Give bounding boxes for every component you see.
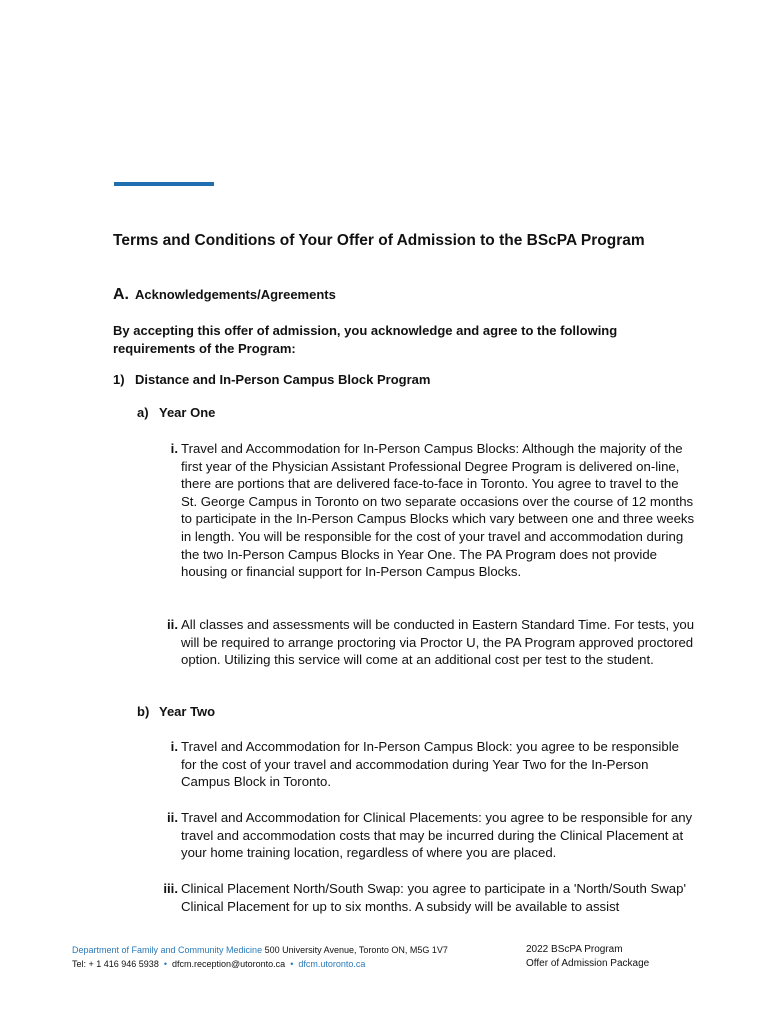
section-heading-text: Acknowledgements/Agreements bbox=[135, 287, 336, 302]
item-1-heading bbox=[113, 372, 430, 387]
item-text: Clinical Placement North/South Swap: you agree to participate in a 'North/South Swap' Clinical Placement for up to six months. A subsidy will be available to assist bbox=[181, 881, 686, 914]
year-one-item-ii bbox=[148, 616, 698, 669]
intro-paragraph: By accepting this offer of admission, you acknowledge and agree to the following requirements of the Program: bbox=[113, 323, 618, 356]
item-text: Travel and Accommodation for In-Person Campus Blocks: Although the majority of the first year of the Physician Assistant Professional Degree Program is delivered on-line, there are portions that are delivered face-to-face in Toronto. You agree to travel to the St. George Campus in Toronto on two separate occasions over the course of 12 months to participate in the In-Person Campus Blocks which vary between one and three weeks in length. You will be responsible for the cost of your travel and accommodation during the two In-Person Campus Blocks in Year One. The PA Program does not provide housing or financial support for In-Person Campus Blocks. bbox=[181, 441, 695, 580]
footer-department: Department of Family and Community Medicine bbox=[72, 945, 263, 955]
year-two-item-iii bbox=[148, 880, 698, 915]
year-two-heading bbox=[137, 704, 215, 719]
footer-email[interactable]: dfcm.reception@utoronto.ca bbox=[171, 959, 286, 969]
footer-contact bbox=[72, 943, 502, 971]
footer-website-link[interactable]: dfcm.utoronto.ca bbox=[298, 959, 366, 969]
item-text: All classes and assessments will be conducted in Eastern Standard Time. For tests, you will be required to arrange proctoring via Proctor U, the PA Program approved proctored option. Utilizing this service will come at an additional cost per test to the student. bbox=[181, 617, 695, 668]
item-numeral: i. bbox=[170, 739, 178, 754]
document-title: Terms and Conditions of Your Offer of Admission to the BScPA Program bbox=[113, 232, 645, 249]
section-letter: A. bbox=[113, 286, 129, 303]
item-numeral: ii. bbox=[167, 810, 178, 825]
footer-address: 500 University Avenue, Toronto ON, M5G 1V7 bbox=[264, 945, 448, 955]
year-two-item-i bbox=[148, 738, 698, 791]
item-1-text: Distance and In-Person Campus Block Program bbox=[135, 372, 431, 387]
item-text: Travel and Accommodation for In-Person Campus Block: you agree to be responsible for the cost of your travel and accommodation during Year Two for the In-Person Campus Block in Toronto. bbox=[181, 739, 679, 790]
year-one-heading bbox=[137, 405, 215, 420]
year-one-item-i bbox=[148, 440, 698, 581]
year-two-letter: b) bbox=[137, 704, 150, 719]
year-one-letter: a) bbox=[137, 405, 149, 420]
footer-program-info bbox=[526, 943, 726, 971]
footer-separator: • bbox=[290, 959, 294, 969]
footer-program: 2022 BScPA Program bbox=[526, 944, 623, 955]
year-two-item-ii bbox=[148, 809, 698, 862]
footer-tel: Tel: + 1 416 946 5938 bbox=[72, 959, 159, 969]
year-one-text: Year One bbox=[159, 405, 216, 420]
footer-package: Offer of Admission Package bbox=[526, 958, 650, 969]
item-1-number: 1) bbox=[113, 372, 125, 387]
item-numeral: i. bbox=[170, 441, 178, 456]
year-two-text: Year Two bbox=[159, 704, 216, 719]
header-accent-rule bbox=[114, 182, 214, 186]
item-numeral: ii. bbox=[167, 617, 178, 632]
item-text: Travel and Accommodation for Clinical Placements: you agree to be responsible for any travel and accommodation costs that may be incurred during the Clinical Placement at your home training location, regardless of where you are placed. bbox=[181, 810, 693, 861]
item-numeral: iii. bbox=[163, 881, 178, 896]
footer-separator: • bbox=[163, 959, 167, 969]
section-a-heading bbox=[113, 286, 336, 304]
